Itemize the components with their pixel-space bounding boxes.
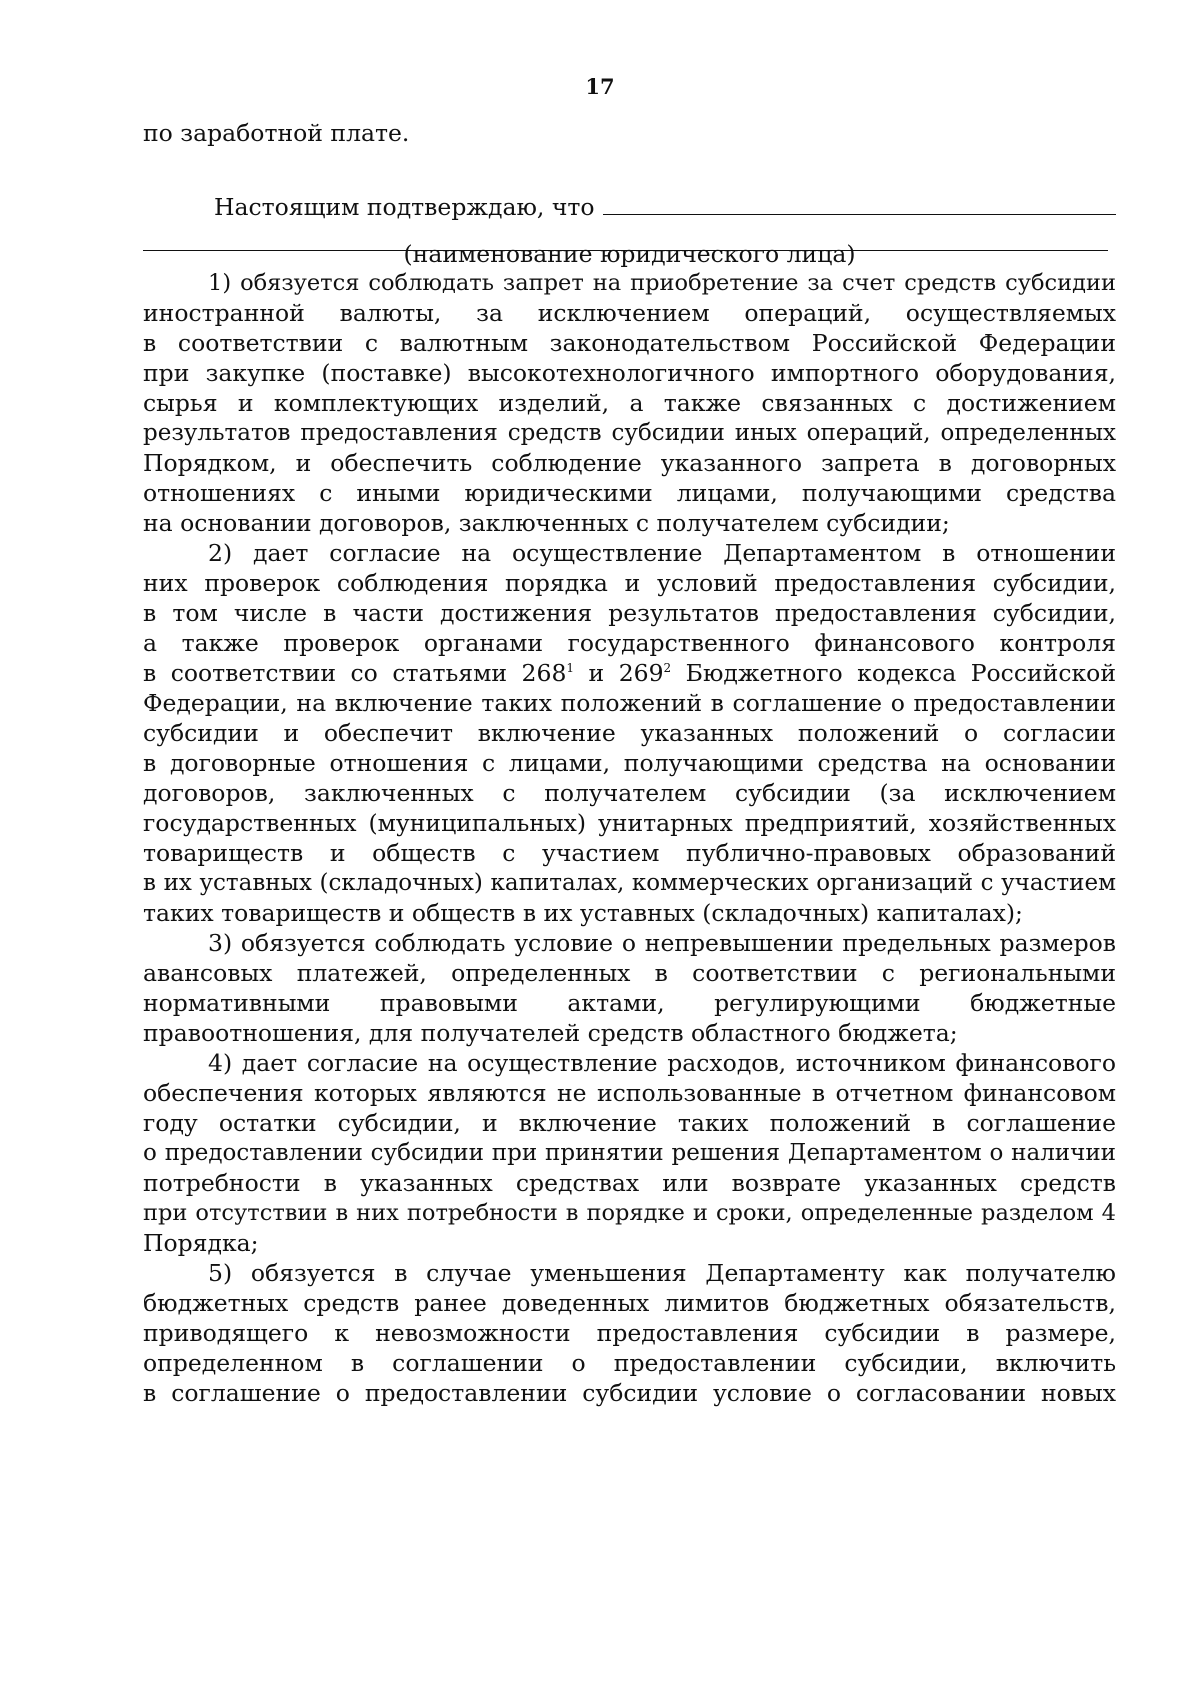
text-line: определенном в соглашении о предоставлении субсидии, включить — [143, 1349, 1116, 1377]
text-line: в договорные отношения с лицами, получающими средства на основании — [143, 749, 1116, 777]
page-number: 17 — [585, 74, 615, 99]
text-line: при отсутствии в них потребности в порядке и сроки, определенные разделом 4 — [143, 1200, 1116, 1226]
text-line: государственных (муниципальных) унитарных предприятий, хозяйственных — [143, 809, 1116, 837]
text-line: году остатки субсидии, и включение таких положений в соглашение — [143, 1109, 1116, 1137]
text-line: них проверок соблюдения порядка и условий предоставления субсидии, — [143, 569, 1116, 597]
text-line: Федерации, на включение таких положений в соглашение о предоставлении — [143, 689, 1116, 717]
text-line: бюджетных средств ранее доведенных лимитов бюджетных обязательств, — [143, 1289, 1116, 1317]
text-line: субсидии и обеспечит включение указанных положений о согласии — [143, 719, 1116, 747]
text-line: иностранной валюты, за исключением операций, осуществляемых — [143, 299, 1116, 327]
text-line: 2) дает согласие на осуществление Департаментом в отношении — [208, 539, 1116, 567]
text-line: приводящего к невозможности предоставления субсидии в размере, — [143, 1319, 1116, 1347]
text-line: обеспечения которых являются не использованные в отчетном финансовом — [143, 1079, 1116, 1107]
text-line: нормативными правовыми актами, регулирующими бюджетные — [143, 989, 1116, 1017]
opening-line: по заработной плате. — [143, 119, 410, 147]
text-line: сырья и комплектующих изделий, а также связанных с достижением — [143, 389, 1116, 417]
text-line: таких товариществ и обществ в их уставных (складочных) капиталах); — [143, 899, 1023, 927]
text-line: 5) обязуется в случае уменьшения Департаменту как получателю — [208, 1259, 1116, 1287]
text-fragment: Бюджетного кодекса Российской — [671, 659, 1116, 687]
confirmation-line — [214, 190, 1116, 222]
text-line: о предоставлении субсидии при принятии решения Департаментом о наличии — [143, 1140, 1116, 1166]
text-line: 3) обязуется соблюдать условие о непревышении предельных размеров — [208, 929, 1116, 957]
text-line: в соответствии с валютным законодательством Российской Федерации — [143, 329, 1116, 357]
text-line: товариществ и обществ с участием публично-правовых образований — [143, 839, 1116, 867]
text-fragment: и 269 — [574, 659, 664, 687]
text-line: 4) дает согласие на осуществление расходов, источником финансового — [208, 1049, 1116, 1077]
text-line-with-article-refs — [143, 657, 1116, 689]
text-line: а также проверок органами государственного финансового контроля — [143, 629, 1116, 657]
text-line: 1) обязуется соблюдать запрет на приобретение за счет средств субсидии — [208, 270, 1116, 296]
text-line: Порядка; — [143, 1229, 259, 1257]
superscript: 2 — [663, 661, 672, 676]
text-fragment: в соответствии со статьями 268 — [143, 659, 567, 687]
text-line: в том числе в части достижения результатов предоставления субсидии, — [143, 599, 1116, 627]
text-line: договоров, заключенных с получателем субсидии (за исключением — [143, 779, 1116, 807]
text-line: Порядком, и обеспечить соблюдение указанного запрета в договорных — [143, 449, 1116, 477]
text-line: результатов предоставления средств субсидии иных операций, определенных — [143, 420, 1116, 446]
text-line: на основании договоров, заключенных с получателем субсидии; — [143, 509, 950, 537]
text-line: правоотношения, для получателей средств областного бюджета; — [143, 1019, 958, 1047]
superscript: 1 — [566, 661, 575, 676]
entity-name-caption: (наименование юридического лица) — [403, 240, 856, 268]
confirmation-prefix: Настоящим подтверждаю, что — [214, 193, 595, 221]
entity-name-blank — [603, 190, 1116, 215]
text-line: потребности в указанных средствах или возврате указанных средств — [143, 1169, 1116, 1197]
text-line: авансовых платежей, определенных в соответствии с региональными — [143, 959, 1116, 987]
text-line: в их уставных (складочных) капиталах, коммерческих организаций с участием — [143, 870, 1116, 896]
text-line: отношениях с иными юридическими лицами, получающими средства — [143, 479, 1116, 507]
text-line: в соглашение о предоставлении субсидии условие о согласовании новых — [143, 1379, 1116, 1407]
text-line: при закупке (поставке) высокотехнологичного импортного оборудования, — [143, 359, 1116, 387]
